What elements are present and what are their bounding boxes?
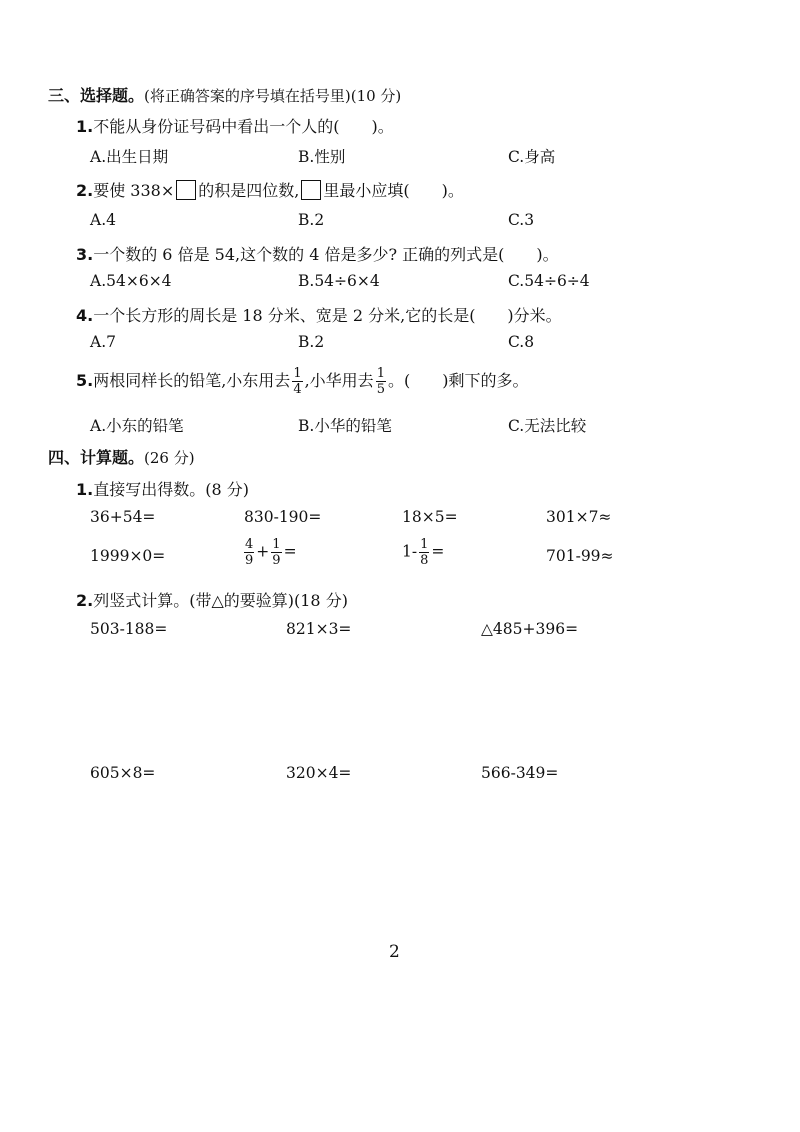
q3-option-a: A.54×6×4 (90, 272, 172, 290)
part-text: 直接写出得数。(8 分) (93, 480, 249, 499)
fraction-numerator: 1 (272, 537, 281, 552)
section-3-title: 三、选择题。 (48, 86, 145, 105)
fraction-denominator: 9 (245, 553, 254, 568)
oral-calc-item: 701-99≈ (546, 547, 614, 565)
question-text: 的积是四位数, (198, 181, 300, 200)
fraction-numerator: 1 (420, 537, 429, 552)
page-number: 2 (389, 942, 400, 962)
fraction-denominator: 4 (293, 382, 302, 397)
question-number: 5. (76, 371, 94, 390)
q2-option-b: B.2 (298, 211, 325, 229)
part-number: 1. (76, 480, 94, 499)
fraction-denominator: 9 (272, 553, 281, 568)
operator: = (431, 542, 445, 561)
question-text: 一个数的 6 倍是 54,这个数的 4 倍是多少? 正确的列式是( )。 (93, 245, 559, 264)
blank-box (176, 180, 196, 200)
q5-option-c: C.无法比较 (508, 417, 587, 435)
q2-option-a: A.4 (90, 211, 116, 229)
q4-option-a: A.7 (90, 333, 116, 351)
part-1-heading (76, 477, 249, 500)
vertical-calc-item: 605×8= (90, 764, 156, 782)
question-2 (76, 178, 464, 201)
fraction-denominator: 8 (420, 553, 429, 568)
section-4-heading (48, 445, 195, 468)
vertical-calc-item: 320×4= (286, 764, 352, 782)
question-text: 要使 338× (93, 181, 175, 200)
blank-box (301, 180, 321, 200)
oral-calc-item: 36+54= (90, 508, 156, 526)
part-number: 2. (76, 591, 94, 610)
q1-option-a: A.出生日期 (90, 148, 169, 166)
vertical-calc-item: △485+396= (481, 620, 579, 638)
part-2-heading (76, 588, 348, 611)
fraction (376, 366, 386, 397)
vertical-calc-item: 566-349= (481, 764, 559, 782)
question-number: 4. (76, 306, 94, 325)
question-text: 里最小应填( )。 (323, 181, 464, 200)
question-3 (76, 242, 559, 265)
q1-option-b: B.性别 (298, 148, 346, 166)
q4-option-b: B.2 (298, 333, 325, 351)
oral-calc-item: 18×5= (402, 508, 458, 526)
q3-option-c: C.54÷6÷4 (508, 272, 590, 290)
question-text: 两根同样长的铅笔,小东用去 (93, 371, 291, 390)
operator: = (283, 542, 297, 561)
section-4-note: (26 分) (144, 449, 195, 467)
q5-option-a: A.小东的铅笔 (90, 417, 184, 435)
question-4 (76, 303, 562, 326)
section-3-note: (将正确答案的序号填在括号里)(10 分) (144, 87, 402, 105)
vertical-calc-item: 503-188= (90, 620, 168, 638)
fraction (292, 366, 302, 397)
question-text: ,小华用去 (304, 371, 374, 390)
fraction (244, 537, 254, 568)
fraction-denominator: 5 (376, 382, 385, 397)
question-1 (76, 114, 394, 137)
q5-option-b: B.小华的铅笔 (298, 417, 392, 435)
vertical-calc-item: 821×3= (286, 620, 352, 638)
question-number: 3. (76, 245, 94, 264)
oral-calc-item (402, 537, 444, 568)
question-5 (76, 366, 528, 397)
q2-option-c: C.3 (508, 211, 535, 229)
part-text: 列竖式计算。(带△的要验算)(18 分) (93, 591, 348, 610)
fraction (271, 537, 281, 568)
oral-calc-item: 301×7≈ (546, 508, 612, 526)
oral-calc-item: 830-190= (244, 508, 322, 526)
question-text: 。( )剩下的多。 (387, 371, 529, 390)
oral-calc-item (242, 537, 297, 568)
q3-option-b: B.54÷6×4 (298, 272, 380, 290)
question-number: 1. (76, 117, 94, 136)
question-text: 一个长方形的周长是 18 分米、宽是 2 分米,它的长是( )分米。 (93, 306, 562, 325)
section-3-heading (48, 83, 401, 106)
q1-option-c: C.身高 (508, 148, 556, 166)
fraction-numerator: 4 (245, 537, 254, 552)
operator: 1- (402, 542, 418, 561)
q4-option-c: C.8 (508, 333, 535, 351)
section-4-title: 四、计算题。 (48, 448, 145, 467)
operator: + (256, 542, 270, 561)
question-number: 2. (76, 181, 94, 200)
fraction-numerator: 1 (376, 366, 385, 381)
question-text: 不能从身份证号码中看出一个人的( )。 (93, 117, 394, 136)
oral-calc-item: 1999×0= (90, 547, 166, 565)
fraction-numerator: 1 (293, 366, 302, 381)
fraction (419, 537, 429, 568)
